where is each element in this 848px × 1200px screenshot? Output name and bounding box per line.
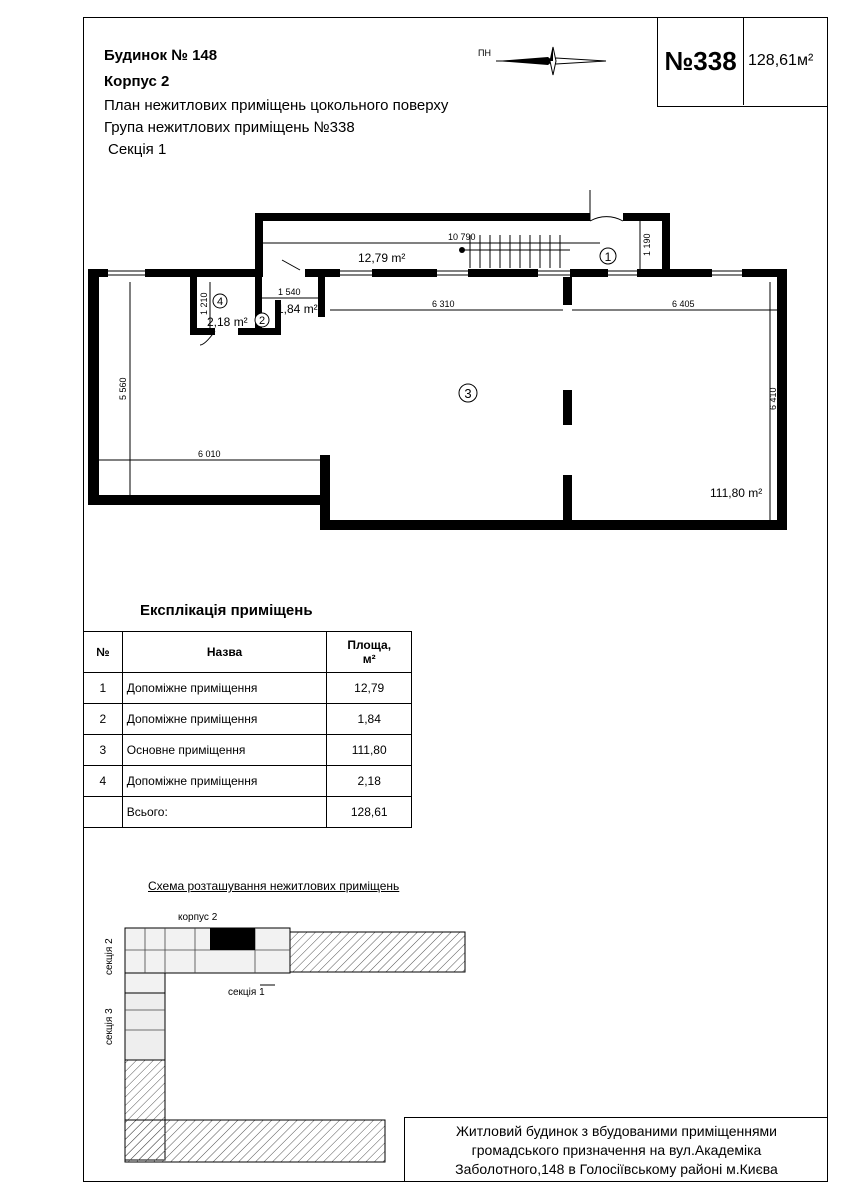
dim-6410: 6 410	[768, 387, 778, 410]
dim-5560: 5 560	[118, 377, 128, 400]
room-1-area: 12,79 m²	[358, 251, 406, 265]
row-area: 1,84	[327, 704, 412, 735]
col-area-header-line1: Площа,	[347, 638, 392, 652]
dim-6405: 6 405	[672, 299, 695, 309]
row-no: 4	[84, 766, 123, 797]
north-label: ПН	[478, 48, 491, 58]
scheme-title: Схема розташування нежитлових приміщень	[148, 879, 400, 893]
row-no: 3	[84, 735, 123, 766]
col-no-header: №	[84, 632, 123, 673]
col-area-header-line2: м²	[362, 652, 376, 666]
row-name: Основне приміщення	[122, 735, 327, 766]
dim-1540: 1 540	[278, 287, 301, 297]
room-4-area: 2,18 m²	[207, 315, 248, 329]
group-number: №338	[658, 17, 744, 105]
location-marker	[210, 928, 255, 950]
group-area: 128,61м²	[748, 52, 814, 69]
dim-1190: 1 190	[642, 233, 652, 256]
dim-10790: 10 790	[448, 232, 476, 242]
footer-line-3: Заболотного,148 в Голосіївському районі м.Києва	[455, 1161, 778, 1177]
section-title: Секція 1	[108, 141, 167, 158]
room-number-2: 2	[258, 315, 266, 327]
scheme-section1-label: секція 1	[228, 987, 265, 998]
col-name-header: Назва	[122, 632, 327, 673]
plan-title: План нежитлових приміщень цокольного поверху	[104, 97, 449, 114]
row-name: Допоміжне приміщення	[122, 673, 327, 704]
footer-title-block	[404, 1117, 828, 1182]
row-area: 2,18	[327, 766, 412, 797]
dim-6310: 6 310	[432, 299, 455, 309]
explication-title: Експлікація приміщень	[140, 602, 313, 619]
footer-line-1: Житловий будинок з вбудованими приміщеннями	[455, 1123, 777, 1139]
scheme-corpus-label: корпус 2	[178, 912, 218, 923]
scheme-section3-label: секція 3	[104, 1008, 115, 1045]
room-number-4: 4	[216, 296, 224, 308]
row-area: 12,79	[327, 673, 412, 704]
row-no: 2	[84, 704, 123, 735]
scheme-section2-label: секція 2	[104, 938, 115, 975]
total-label: Всього:	[122, 797, 327, 828]
row-no: 1	[84, 673, 123, 704]
row-name: Допоміжне приміщення	[122, 704, 327, 735]
corpus-title: Корпус 2	[104, 73, 170, 90]
footer-line-2: громадського призначення на вул.Академіка	[471, 1142, 762, 1158]
group-title: Група нежитлових приміщень №338	[104, 119, 355, 136]
dim-6010: 6 010	[198, 449, 221, 459]
total-area: 128,61	[327, 797, 412, 828]
row-name: Допоміжне приміщення	[122, 766, 327, 797]
room-number-3: 3	[464, 386, 472, 401]
room-number-1: 1	[604, 250, 612, 264]
room-2-area: 1,84 m²	[277, 302, 318, 316]
dim-1210: 1 210	[199, 292, 209, 315]
room-3-area: 111,80 m²	[710, 486, 763, 500]
row-area: 111,80	[327, 735, 412, 766]
building-title: Будинок № 148	[104, 47, 218, 64]
